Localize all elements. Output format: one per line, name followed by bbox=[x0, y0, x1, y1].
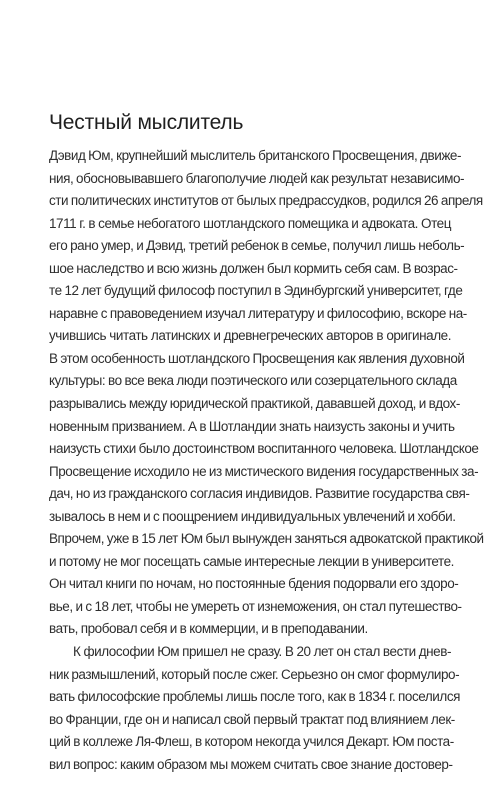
text-line: вье, и с 18 лет, чтобы не умереть от изнеможения, он стал путешество- bbox=[49, 598, 462, 614]
text-line: вать философские проблемы лишь после того, как в 1834 г. поселился bbox=[49, 689, 460, 705]
text-line: новенным призванием. А в Шотландии знать наизусть законы и учить bbox=[49, 418, 455, 434]
text-line: ния, обосновывавшего благополучие людей как результат независимо- bbox=[49, 170, 465, 186]
text-line: Он читал книги по ночам, но постоянные бдения подорвали его здоро- bbox=[49, 576, 459, 592]
text-line: Просвещение исходило не из мистического видения государственных за- bbox=[49, 463, 479, 479]
text-line: наизусть стихи было достоинством воспитанного человека. Шотландское bbox=[49, 441, 479, 457]
text-line: учившись читать латинских и древнегреческих авторов в оригинале. bbox=[49, 328, 451, 344]
text-line: В этом особенность шотландского Просвещения как явления духовной bbox=[49, 350, 465, 366]
text-line: и потому не мог посещать самые интересные лекции в университете. bbox=[49, 553, 454, 569]
text-line: ник размышлений, который после сжег. Серьезно он смог формулиро- bbox=[49, 666, 460, 682]
paragraph-2 bbox=[49, 641, 460, 776]
text-line: Впрочем, уже в 15 лет Юм был вынужден заняться адвокатской практикой bbox=[49, 531, 484, 547]
text-line: дач, но из гражданского согласия индивидов. Развитие государства свя- bbox=[49, 486, 470, 502]
text-line: вать, пробовал себя и в коммерции, и в преподавании. bbox=[49, 621, 368, 637]
text-line: К философии Юм пришел не сразу. В 20 лет он стал вести днев- bbox=[73, 644, 451, 660]
text-line: шое наследство и всю жизнь должен был кормить себя сам. В возрас- bbox=[49, 260, 458, 276]
text-line: ций в коллеже Ля-Флеш, в котором некогда учился Декарт. Юм поста- bbox=[49, 734, 454, 750]
text-line: во Франции, где он и написал свой первый трактат под влиянием лек- bbox=[49, 711, 455, 727]
text-line: наравне с правоведением изучал литературу и философию, вскоре на- bbox=[49, 305, 467, 321]
section-title: Честный мыслитель bbox=[49, 111, 244, 134]
paragraph-1 bbox=[49, 145, 484, 641]
text-line: разрывались между юридической практикой, дававшей доход, и вдох- bbox=[49, 396, 460, 412]
text-line: его рано умер, и Дэвид, третий ребенок в семье, получил лишь неболь- bbox=[49, 238, 465, 254]
text-line: 1711 г. в семье небогатого шотландского помещика и адвоката. Отец bbox=[49, 215, 451, 231]
text-line: культуры: во все века люди поэтического или созерцательного склада bbox=[49, 373, 457, 389]
text-line: вил вопрос: каким образом мы можем считать свое знание достовер- bbox=[49, 756, 453, 772]
text-line: зывалось в нем и с поощрением индивидуальных увлечений и хобби. bbox=[49, 508, 456, 524]
text-line: те 12 лет будущий философ поступил в Эдинбургский университет, где bbox=[49, 283, 463, 299]
body-text bbox=[49, 145, 484, 776]
text-line: сти политических институтов от былых предрассудков, родился 26 апреля bbox=[49, 193, 483, 209]
text-line: Дэвид Юм, крупнейший мыслитель британского Просвещения, движе- bbox=[49, 148, 462, 163]
